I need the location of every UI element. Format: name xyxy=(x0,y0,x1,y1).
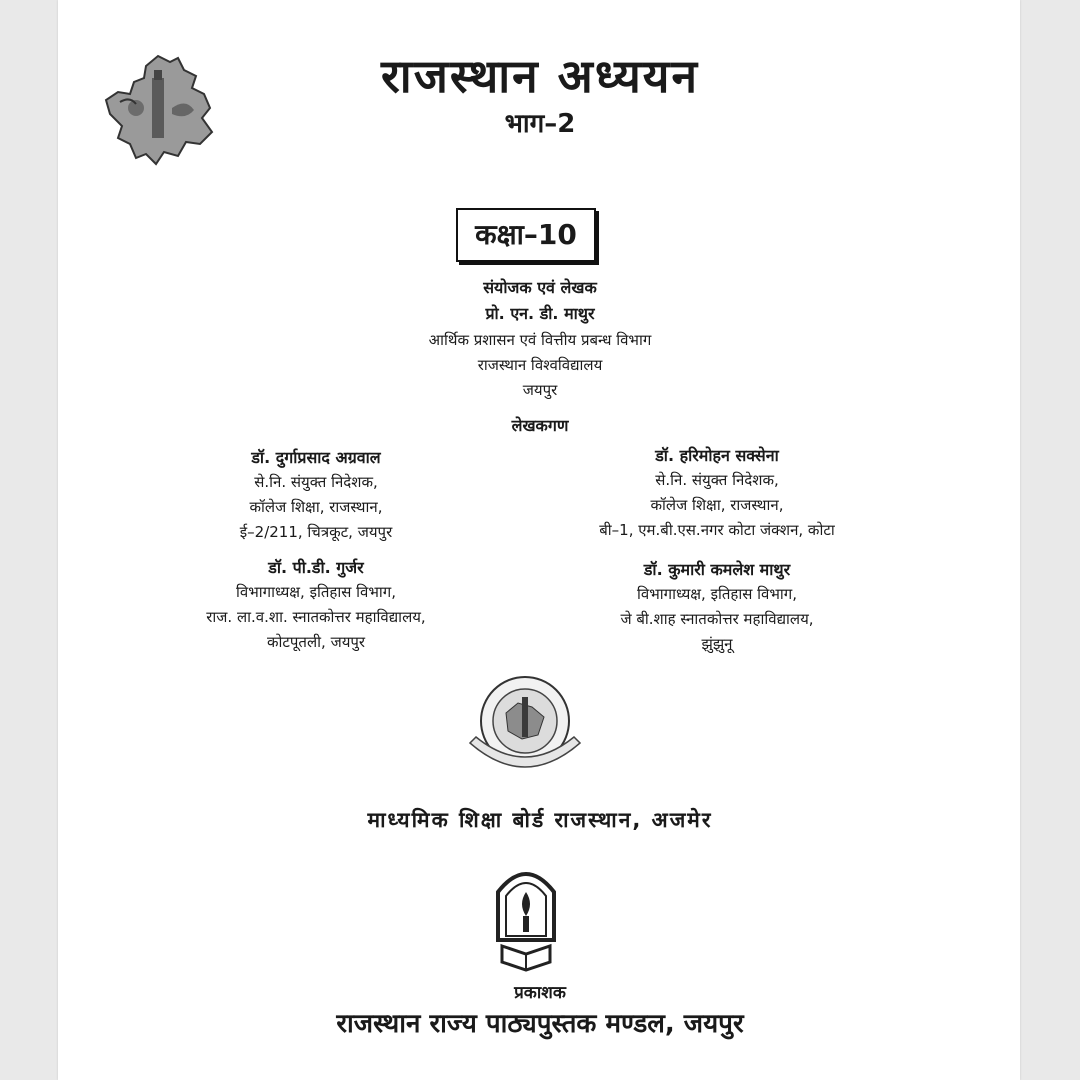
coordinator-dept: आर्थिक प्रशासन एवं वित्तीय प्रबन्ध विभाग xyxy=(428,331,652,349)
publisher-emblem-icon xyxy=(494,862,558,972)
coordinator-role: संयोजक एवं लेखक xyxy=(483,278,597,297)
author-line: से.नि. संयुक्त निदेशक, xyxy=(254,473,378,491)
book-title: राजस्थान अध्ययन xyxy=(380,49,700,103)
author-name: डॉ. कुमारी कमलेश माथुर xyxy=(643,560,791,579)
book-part: भाग–2 xyxy=(504,109,576,139)
author-line: राज. ला.व.शा. स्नातकोत्तर महाविद्यालय, xyxy=(206,608,426,626)
author-line: बी–1, एम.बी.एस.नगर कोटा जंक्शन, कोटा xyxy=(599,521,835,539)
author-line: कॉलेज शिक्षा, राजस्थान, xyxy=(650,496,784,514)
authors-heading: लेखकगण xyxy=(511,416,569,435)
coordinator-university: राजस्थान विश्वविद्यालय xyxy=(477,356,603,374)
author-line: ई–2/211, चित्रकूट, जयपुर xyxy=(239,523,393,541)
coordinator-city: जयपुर xyxy=(522,381,558,399)
publisher-label: प्रकाशक xyxy=(514,983,566,1003)
author-block xyxy=(170,556,462,655)
author-block xyxy=(546,558,888,657)
class-label-box: कक्षा–10 xyxy=(456,208,596,262)
author-block xyxy=(170,446,462,545)
author-line: जे बी.शाह स्नातकोत्तर महाविद्यालय, xyxy=(620,610,814,628)
author-name: डॉ. दुर्गाप्रसाद अग्रवाल xyxy=(251,448,381,467)
author-name: डॉ. पी.डी. गुर्जर xyxy=(268,558,364,577)
author-name: डॉ. हरिमोहन सक्सेना xyxy=(655,446,779,465)
publisher-name: राजस्थान राज्य पाठ्यपुस्तक मण्डल, जयपुर xyxy=(336,1009,744,1039)
author-line: कोटपूतली, जयपुर xyxy=(266,633,366,651)
coordinator-name: प्रो. एन. डी. माथुर xyxy=(485,304,595,323)
author-line: झुंझुनू xyxy=(701,635,733,653)
author-block xyxy=(546,444,888,543)
board-name: माध्यमिक शिक्षा बोर्ड राजस्थान, अजमेर xyxy=(367,808,713,832)
author-line: विभागाध्यक्ष, इतिहास विभाग, xyxy=(235,583,397,601)
author-line: विभागाध्यक्ष, इतिहास विभाग, xyxy=(636,585,798,603)
author-line: कॉलेज शिक्षा, राजस्थान, xyxy=(249,498,383,516)
author-line: से.नि. संयुक्त निदेशक, xyxy=(655,471,779,489)
board-seal-icon xyxy=(462,673,588,785)
